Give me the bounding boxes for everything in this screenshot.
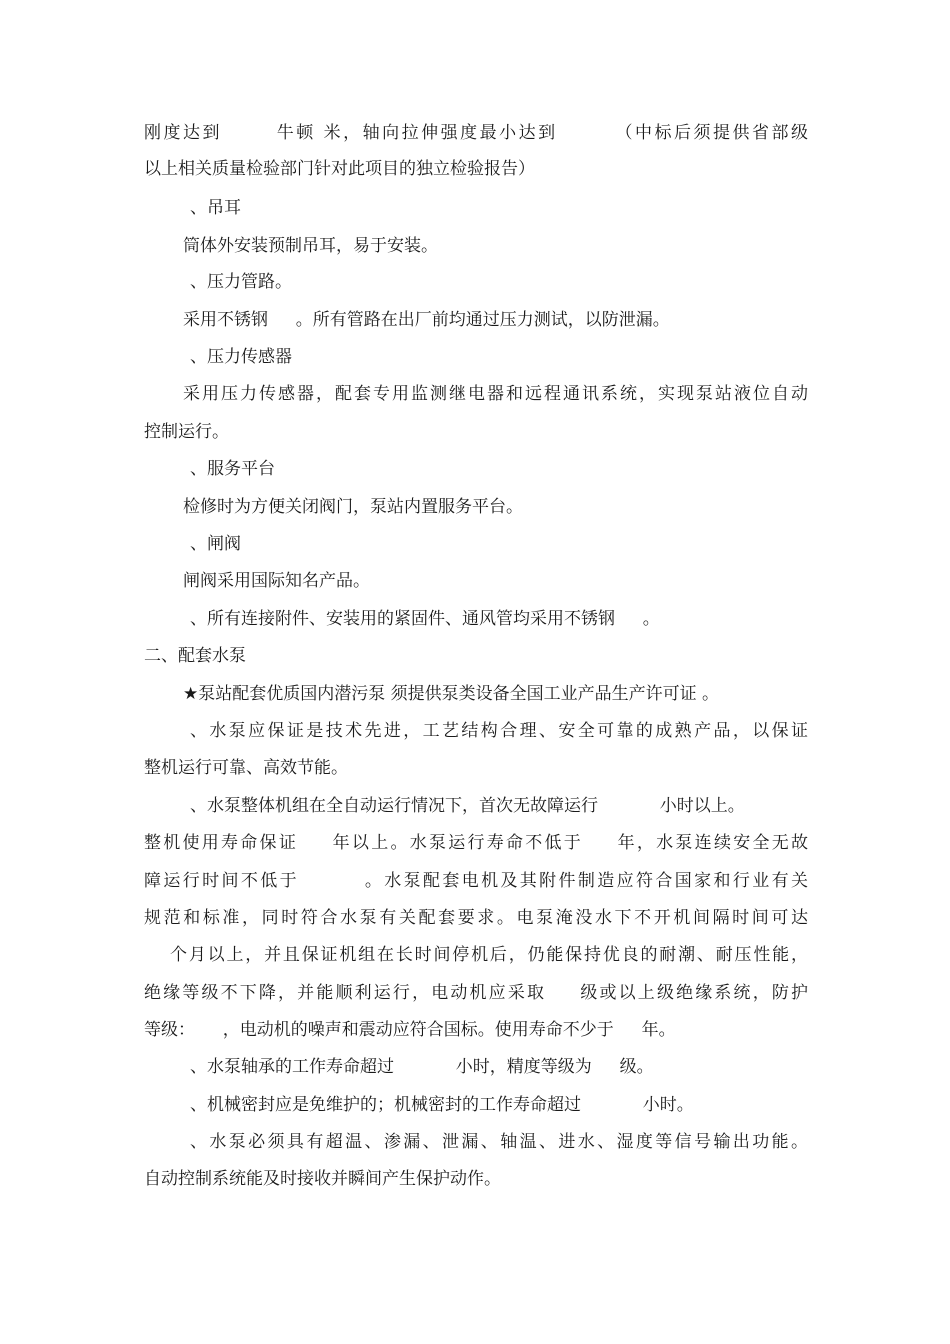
section-heading: 、服务平台: [190, 459, 275, 479]
text-line: 、水泵轴承的工作寿命超过 小时，精度等级为 级。: [190, 1057, 654, 1077]
text-line: ★泵站配套优质国内潜污泵 须提供泵类设备全国工业产品生产许可证 。: [183, 684, 720, 704]
text-line: 自动控制系统能及时接收并瞬间产生保护动作。: [144, 1169, 501, 1189]
text-line: 整机运行可靠、高效节能。: [144, 758, 348, 778]
text-line: 、水泵整体机组在全自动运行情况下，首次无故障运行 小时以上。: [190, 796, 745, 816]
text-line: 采用压力传感器，配套专用监测继电器和远程通讯系统，实现泵站液位自动: [183, 384, 808, 404]
text-line: 筒体外安装预制吊耳，易于安装。: [183, 236, 438, 256]
text-line: 刚度达到 牛顿 米，轴向拉伸强度最小达到 （中标后须提供省部级: [144, 123, 808, 143]
text-line: 、水泵必须具有超温、渗漏、泄漏、轴温、进水、湿度等信号输出功能。: [190, 1132, 808, 1152]
text-line: 个月以上，并且保证机组在长时间停机后，仍能保持优良的耐潮、耐压性能，: [170, 945, 808, 965]
text-line: 障运行时间不低于 。水泵配套电机及其附件制造应符合国家和行业有关: [144, 871, 808, 891]
text-line: 控制运行。: [144, 422, 229, 442]
text-line: 规范和标准，同时符合水泵有关配套要求。电泵淹没水下不开机间隔时间可达: [144, 908, 808, 928]
text-line: 采用不锈钢 。所有管路在出厂前均通过压力测试，以防泄漏。: [183, 310, 670, 330]
text-line: 、水泵应保证是技术先进，工艺结构合理、安全可靠的成熟产品，以保证: [190, 721, 808, 741]
text-line: 绝缘等级不下降，并能顺利运行，电动机应采取 级或以上级绝缘系统，防护: [144, 983, 808, 1003]
chapter-heading: 二、配套水泵: [144, 646, 246, 666]
section-heading: 、所有连接附件、安装用的紧固件、通风管均采用不锈钢 。: [190, 609, 660, 629]
text-line: 检修时为方便关闭阀门，泵站内置服务平台。: [183, 497, 523, 517]
text-line: 闸阀采用国际知名产品。: [183, 571, 370, 591]
text-line: 以上相关质量检验部门针对此项目的独立检验报告）: [144, 159, 535, 179]
section-heading: 、压力管路。: [190, 272, 292, 292]
text-line: 、机械密封应是免维护的；机械密封的工作寿命超过 小时。: [190, 1095, 694, 1115]
section-heading: 、吊耳: [190, 198, 241, 218]
section-heading: 、压力传感器: [190, 347, 292, 367]
section-heading: 、闸阀: [190, 534, 241, 554]
text-line: 整机使用寿命保证 年以上。水泵运行寿命不低于 年，水泵连续安全无故: [144, 833, 808, 853]
text-line: 等级： ，电动机的噪声和震动应符合国标。使用寿命不少于 年。: [144, 1020, 676, 1040]
